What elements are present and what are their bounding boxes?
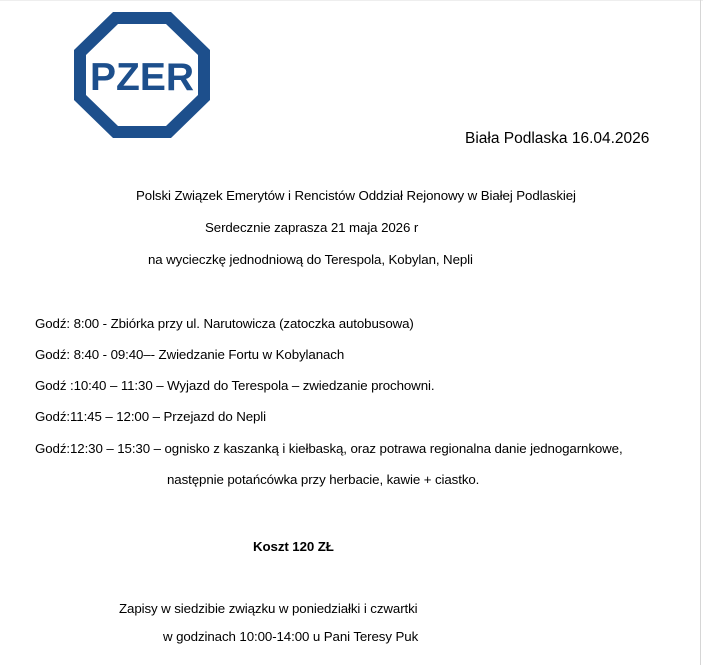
pzer-logo [72,10,212,140]
schedule-item: Godź:11:45 – 12:00 – Przejazd do Nepli [35,409,267,424]
place-date: Biała Podlaska 16.04.2026 [465,130,650,147]
cost-label: Koszt 120 ZŁ [253,539,334,554]
schedule-item: Godź :10:40 – 11:30 – Wyjazd do Terespola – zwiedzanie prochowni. [35,378,435,393]
signup-days: Zapisy w siedzibie związku w poniedziałki i czwartki [119,601,418,616]
page-top-edge [0,0,703,1]
schedule-item: Godź: 8:00 - Zbiórka przy ul. Narutowicza (zatoczka autobusowa) [35,316,414,331]
schedule-item-continuation: następnie potańcówka przy herbacie, kawie + ciastko. [167,472,480,487]
schedule-item: Godź:12:30 – 15:30 – ognisko z kaszanką i kiełbaską, oraz potrawa regionalna danie jednogarnkowe, [35,441,623,456]
page-right-edge [700,0,701,665]
signup-hours: w godzinach 10:00-14:00 u Pani Teresy Puk [163,629,419,644]
intro-organization: Polski Związek Emerytów i Rencistów Oddział Rejonowy w Białej Podlaskiej [136,188,576,203]
logo-text: PZER [89,56,195,99]
intro-invitation: Serdecznie zaprasza 21 maja 2026 r [205,220,419,235]
schedule-item: Godź: 8:40 - 09:40–- Zwiedzanie Fortu w Kobylanach [35,347,345,362]
intro-trip: na wycieczkę jednodniową do Terespola, Kobylan, Nepli [148,252,473,267]
